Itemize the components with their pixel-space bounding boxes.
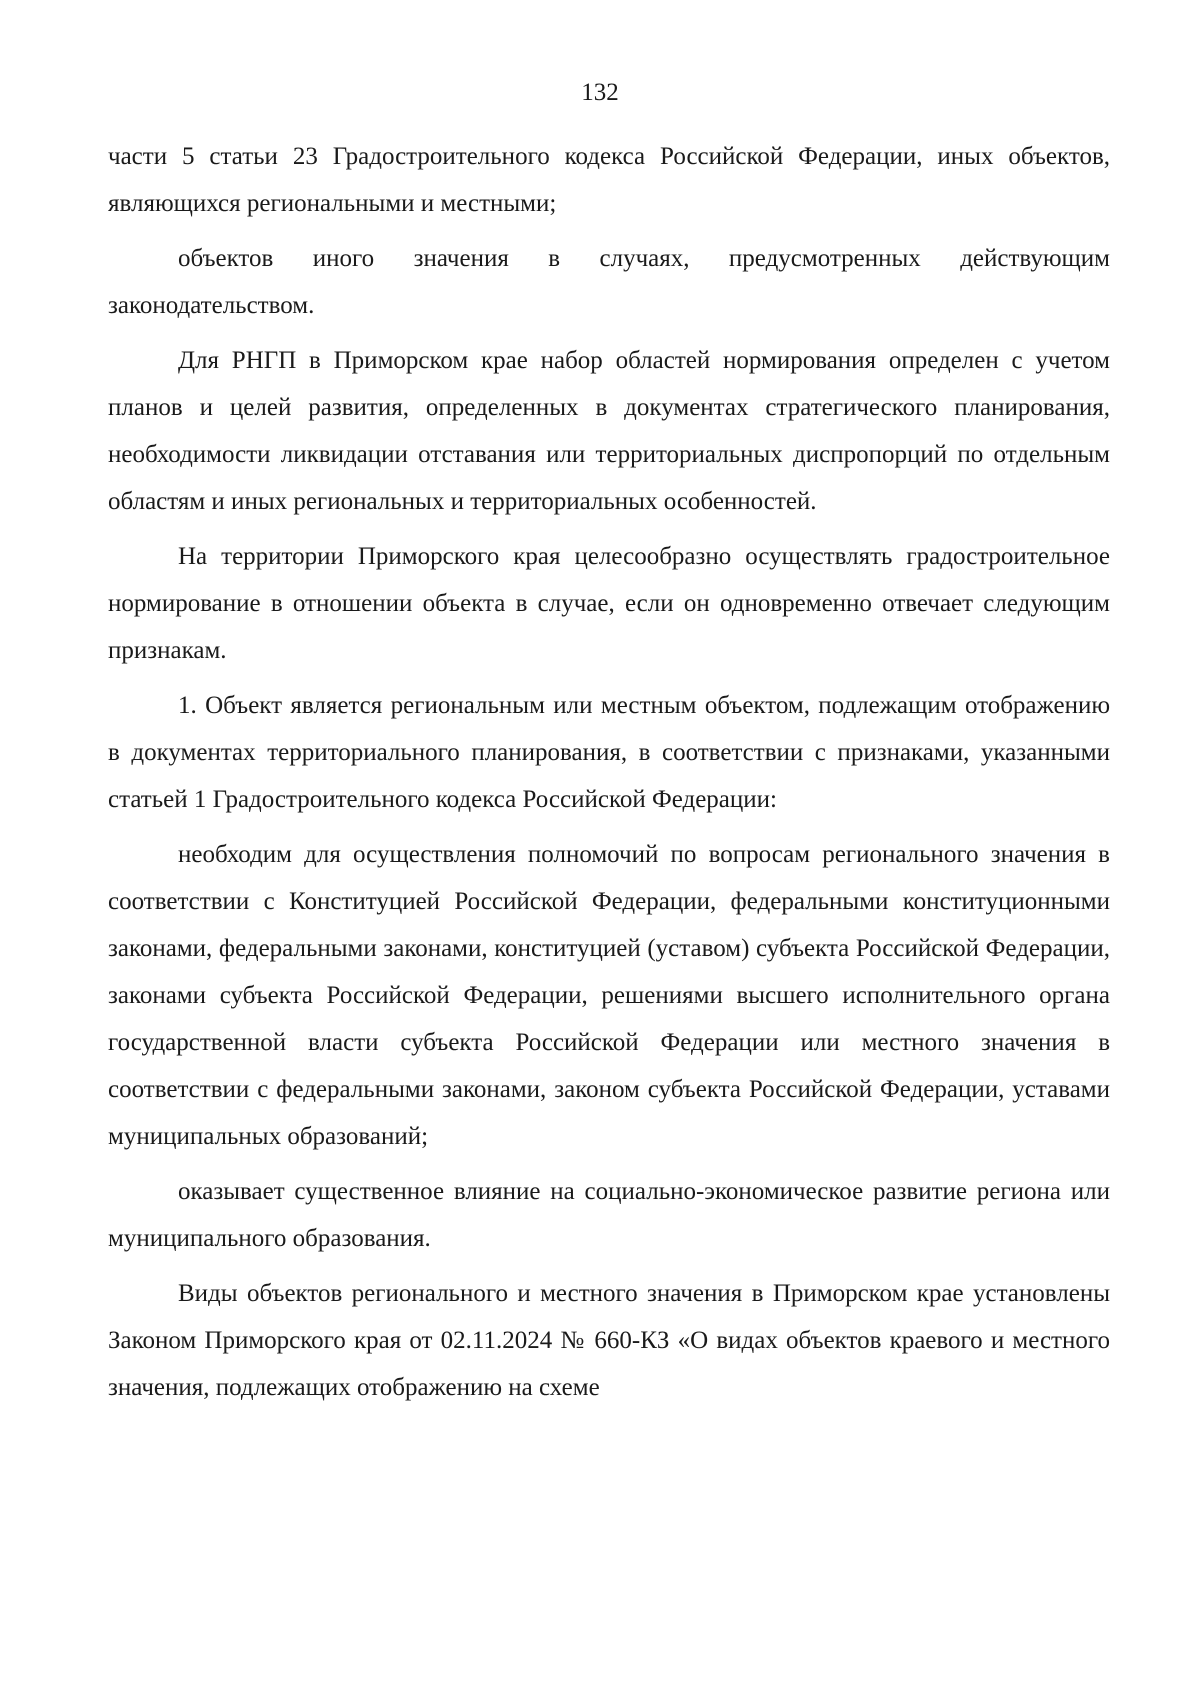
paragraph-economic-influence: оказывает существенное влияние на социально-экономическое развитие региона или муниципального образования. <box>108 1178 1110 1252</box>
document-body <box>108 133 1110 1419</box>
paragraph-other-objects: объектов иного значения в случаях, предусмотренных действующим законодательством. <box>108 245 1110 319</box>
paragraph-territory-norming: На территории Приморского края целесообразно осуществлять градостроительное нормирование в отношении объекта в случае, если он одновременно отвечает следующим признакам. <box>108 543 1110 664</box>
paragraph-rngp-areas: Для РНГП в Приморском крае набор областей нормирования определен с учетом планов и целей развития, определенных в документах стратегического планирования, необходимости ликвидации отставания или территориальных диспропорций по отдельным областям и иных региональных и территориальных особенностей. <box>108 347 1110 515</box>
paragraph-powers-required: необходим для осуществления полномочий по вопросам регионального значения в соответствии с Конституцией Российской Федерации, федеральными конституционными законами, федеральными законами, конституцией (уставом) субъекта Российской Федерации, законами субъекта Российской Федерации, решениями высшего исполнительного органа государственной власти субъекта Российской Федерации или местного значения в соответствии с федеральными законами, законом субъекта Российской Федерации, уставами муниципальных образований; <box>108 841 1110 1150</box>
page-number: 132 <box>581 79 619 106</box>
paragraph-continuation: части 5 статьи 23 Градостроительного кодекса Российской Федерации, иных объектов, являющихся региональными и местными; <box>108 143 1110 217</box>
paragraph-object-types-law: Виды объектов регионального и местного значения в Приморском крае установлены Законом Приморского края от 02.11.2024 № 660-КЗ «О видах объектов краевого и местного значения, подлежащих отображению на схеме <box>108 1280 1110 1401</box>
paragraph-criterion-1: 1. Объект является региональным или местным объектом, подлежащим отображению в документах территориального планирования, в соответствии с признаками, указанными статьей 1 Градостроительного кодекса Российской Федерации: <box>108 692 1110 813</box>
